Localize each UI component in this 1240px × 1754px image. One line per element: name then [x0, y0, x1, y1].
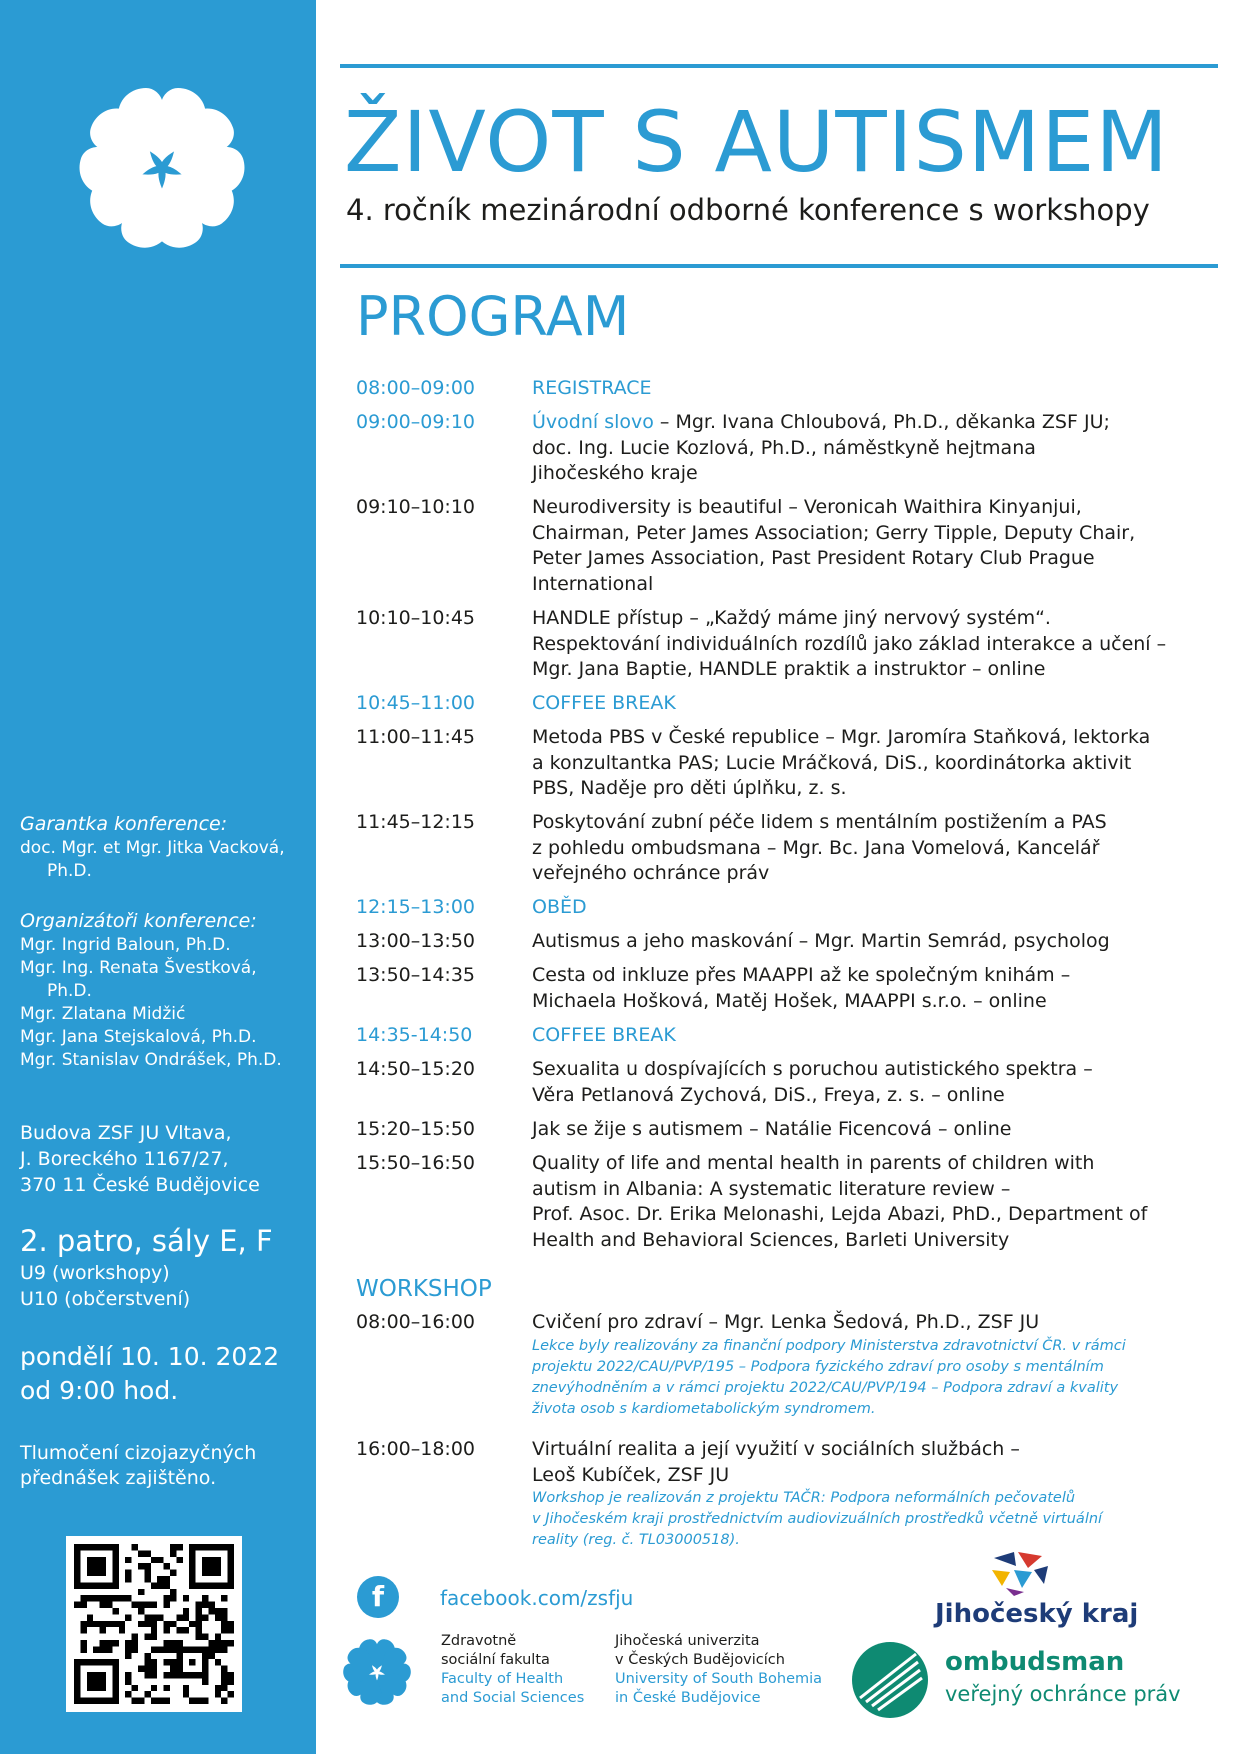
- row-text: Sexualita u dospívajících s poruchou autistického spektra –: [532, 1058, 1093, 1080]
- row-description: [532, 1310, 1192, 1420]
- top-rule: [340, 64, 1218, 68]
- organizer-name: Mgr. Ingrid Baloun, Ph.D.: [20, 935, 231, 955]
- row-text: Jihočeského kraje: [532, 462, 698, 484]
- university-name: [615, 1632, 822, 1708]
- university-line: v Českých Budějovicích: [615, 1652, 785, 1668]
- heart-flower-logo-icon: [336, 1630, 418, 1706]
- row-text: a konzultantka PAS; Lucie Mráčková, DiS., koordinátorka aktivit: [532, 751, 1132, 774]
- row-time: 12:15–13:00: [356, 896, 476, 918]
- organizers-label: Organizátoři konference:: [20, 910, 257, 932]
- row-text: Quality of life and mental health in parents of children with: [532, 1152, 1095, 1174]
- row-time: 10:10–10:45: [356, 607, 476, 629]
- row-title: COFFEE BREAK: [532, 692, 676, 714]
- row-text: Chairman, Peter James Association; Gerry Tipple, Deputy Chair,: [532, 521, 1136, 544]
- funding-note: v Jihočeském kraji prostřednictvím audiovizuálních prostředků včetně virtuální: [532, 1511, 1103, 1527]
- organizer-name: Mgr. Stanislav Ondrášek, Ph.D.: [20, 1050, 282, 1070]
- row-text: autism in Albania: A systematic literature review –: [532, 1177, 1011, 1200]
- row-description: [532, 963, 1192, 1014]
- row-text: HANDLE přístup – „Každý máme jiný nervový systém“.: [532, 607, 1051, 629]
- floor-halls: 2. patro, sály E, F: [20, 1224, 273, 1258]
- row-title: REGISTRACE: [532, 377, 652, 399]
- guarantor-degree: Ph.D.: [47, 861, 92, 881]
- row-text: Respektování individuálních rozdílů jako základ interakce a učení –: [532, 632, 1167, 655]
- event-date: [20, 1340, 310, 1408]
- venue-address: [20, 1120, 310, 1198]
- page-title: ŽIVOT S AUTISMEM: [344, 93, 1169, 191]
- row-description: [532, 725, 1192, 802]
- time-line: od 9:00 hod.: [20, 1376, 179, 1405]
- guarantor-label: Garantka konference:: [20, 813, 228, 835]
- row-time: 09:10–10:10: [356, 496, 476, 518]
- faculty-line: and Social Sciences: [441, 1690, 585, 1706]
- heart-flower-logo-icon: [62, 68, 262, 248]
- interpreting-line: přednášek zajištěno.: [20, 1467, 217, 1489]
- guarantor-block: [20, 812, 310, 883]
- row-text: Poskytování zubní péče lidem s mentálním postižením a PAS: [532, 811, 1107, 833]
- faculty-line: Zdravotně: [441, 1633, 517, 1649]
- university-line: in České Budějovice: [615, 1690, 761, 1706]
- room-workshops: U9 (workshopy): [20, 1262, 170, 1284]
- row-text: Peter James Association, Past President Rotary Club Prague: [532, 547, 1095, 569]
- row-title: Úvodní slovo: [532, 411, 654, 433]
- workshop-heading: WORKSHOP: [356, 1276, 492, 1302]
- organizer-name: Mgr. Zlatana Midžić: [20, 1004, 186, 1024]
- row-text: Prof. Asoc. Dr. Erika Melonashi, Lejda Abazi, PhD., Department of: [532, 1203, 1148, 1225]
- row-time: 13:00–13:50: [356, 930, 476, 952]
- organizer-name: Mgr. Ing. Renata Švestková,: [20, 958, 257, 978]
- funding-note: znevýhodněním a v rámci projektu 2022/CAU/PVP/194 – Podpora zdraví a kvality: [532, 1379, 1119, 1396]
- row-time: 09:00–09:10: [356, 411, 476, 433]
- header-rule: [340, 264, 1218, 268]
- date-line: pondělí 10. 10. 2022: [20, 1342, 280, 1371]
- guarantor-name: doc. Mgr. et Mgr. Jitka Vacková,: [20, 838, 285, 858]
- row-title: OBĚD: [532, 896, 587, 918]
- row-time: 11:00–11:45: [356, 726, 476, 748]
- organizers-block: [20, 909, 310, 1072]
- qr-code-icon[interactable]: [66, 1536, 242, 1712]
- row-time: 10:45–11:00: [356, 692, 476, 714]
- faculty-name: [441, 1632, 584, 1708]
- row-text: PBS, Naděje pro děti úplňku, z. s.: [532, 777, 847, 799]
- jihocesky-kraj-logo-icon: [988, 1548, 1052, 1598]
- program-heading: PROGRAM: [356, 285, 630, 348]
- row-description: [532, 1151, 1192, 1253]
- row-time: 14:50–15:20: [356, 1058, 476, 1080]
- row-text: veřejného ochránce práv: [532, 862, 770, 884]
- address-line: 370 11 České Budějovice: [20, 1174, 260, 1196]
- funding-note: projektu 2022/CAU/PVP/195 – Podpora fyzického zdraví pro osoby s mentálním: [532, 1358, 1104, 1375]
- row-text: International: [532, 572, 654, 595]
- address-line: Budova ZSF JU Vltava,: [20, 1122, 232, 1144]
- room-refreshments: U10 (občerstvení): [20, 1288, 191, 1310]
- organizer-degree: Ph.D.: [47, 981, 92, 1001]
- row-time: 16:00–18:00: [356, 1438, 476, 1460]
- row-text: Neurodiversity is beautiful – Veronicah Waithira Kinyanjui,: [532, 496, 1082, 518]
- row-description: [532, 495, 1192, 597]
- funding-note: Lekce byly realizovány za finanční podpory Ministerstva zdravotnictví ČR. v rámci: [532, 1337, 1126, 1354]
- row-time: 14:35-14:50: [356, 1024, 473, 1046]
- row-text: Cvičení pro zdraví – Mgr. Lenka Šedová, Ph.D., ZSF JU: [532, 1311, 1040, 1333]
- row-time: 08:00–09:00: [356, 377, 476, 399]
- sidebar: [0, 0, 316, 1754]
- interpreting-line: Tlumočení cizojazyčných: [20, 1442, 257, 1464]
- facebook-icon[interactable]: f: [357, 1576, 399, 1618]
- row-text: Metoda PBS v České republice – Mgr. Jaromíra Staňková, lektorka: [532, 726, 1151, 748]
- jihocesky-kraj-wordmark: Jihočeský kraj: [935, 1599, 1139, 1629]
- row-text: – Mgr. Ivana Chloubová, Ph.D., děkanka ZSF JU;: [653, 411, 1110, 433]
- row-text: doc. Ing. Lucie Kozlová, Ph.D., náměstkyně hejtmana: [532, 436, 1036, 459]
- row-text: Mgr. Jana Baptie, HANDLE praktik a instruktor – online: [532, 658, 1046, 680]
- row-text: Michaela Hošková, Matěj Hošek, MAAPPI s.r.o. – online: [532, 989, 1047, 1012]
- row-text: Cesta od inkluze přes MAAPPI až ke společným knihám –: [532, 964, 1071, 986]
- row-text: Virtuální realita a její využití v sociálních službách –: [532, 1438, 1020, 1460]
- university-line: University of South Bohemia: [615, 1671, 823, 1687]
- ombudsman-logo-icon: [850, 1640, 930, 1720]
- row-description: [532, 1437, 1192, 1551]
- row-text: Věra Petlanová Zychová, DiS., Freya, z. s. – online: [532, 1083, 1005, 1106]
- ombudsman-tagline: veřejný ochránce práv: [945, 1682, 1181, 1706]
- organizer-name: Mgr. Jana Stejskalová, Ph.D.: [20, 1027, 257, 1047]
- facebook-link[interactable]: facebook.com/zsfju: [440, 1586, 634, 1610]
- row-text: z pohledu ombudsmana – Mgr. Bc. Jana Vomelová, Kancelář: [532, 836, 1100, 859]
- row-time: 15:50–16:50: [356, 1152, 476, 1174]
- row-text: Leoš Kubíček, ZSF JU: [532, 1463, 730, 1486]
- ombudsman-wordmark: ombudsman: [945, 1647, 1125, 1677]
- funding-note: života osob s kardiometabolickým syndromem.: [532, 1400, 876, 1417]
- row-description: [532, 810, 1192, 887]
- row-text: Health and Behavioral Sciences, Barleti University: [532, 1228, 1010, 1251]
- university-line: Jihočeská univerzita: [615, 1633, 760, 1649]
- funding-note: reality (reg. č. TL03000518).: [532, 1532, 740, 1548]
- interpreting-note: [20, 1441, 310, 1491]
- row-time: 13:50–14:35: [356, 964, 476, 986]
- row-description: [532, 606, 1192, 683]
- page-subtitle: 4. ročník mezinárodní odborné konference s workshopy: [346, 193, 1150, 227]
- faculty-line: Faculty of Health: [441, 1671, 564, 1687]
- row-text: Autismus a jeho maskování – Mgr. Martin Semrád, psycholog: [532, 930, 1110, 952]
- row-time: 11:45–12:15: [356, 811, 476, 833]
- row-time: 08:00–16:00: [356, 1311, 476, 1333]
- faculty-line: sociální fakulta: [441, 1652, 550, 1668]
- row-title: COFFEE BREAK: [532, 1024, 676, 1046]
- row-text: Jak se žije s autismem – Natálie Ficencová – online: [532, 1118, 1012, 1140]
- row-description: [532, 1057, 1192, 1108]
- rooms-block: [20, 1222, 310, 1312]
- funding-note: Workshop je realizován z projektu TAČR: Podpora neformálních pečovatelů: [532, 1490, 1076, 1506]
- row-description: [532, 410, 1192, 487]
- address-line: J. Boreckého 1167/27,: [20, 1148, 229, 1170]
- row-time: 15:20–15:50: [356, 1118, 476, 1140]
